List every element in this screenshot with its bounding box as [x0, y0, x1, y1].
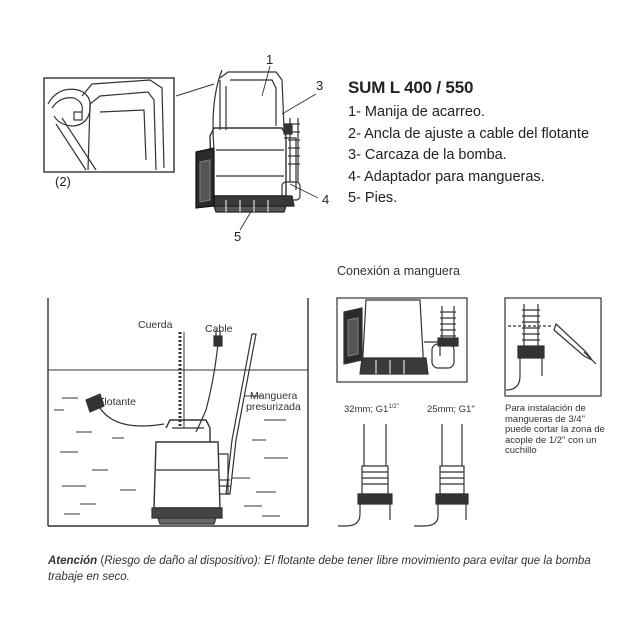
float-label: Flotante	[98, 396, 136, 408]
callout-detail-2: (2)	[55, 174, 71, 189]
size-left-text: 32mm; G1	[344, 404, 389, 416]
warning-body: Riesgo de daño al dispositivo): El flotante debe tener libre movimiento para evitar que la bomba trabaje en seco.	[48, 555, 591, 583]
cutting-instruction-inset	[505, 298, 601, 396]
callout-5: 5	[234, 229, 242, 244]
callout-1: 1	[266, 52, 274, 67]
cutting-note: Para instalación de mangueras de 3/4" puede cortar la zona de acople de 1/2" con un cuchillo	[505, 403, 605, 456]
product-title: SUM L 400 / 550	[348, 78, 474, 97]
cable-label: Cable	[205, 323, 233, 335]
parts-list-item: 2- Ancla de ajuste a cable del flotante	[348, 125, 590, 142]
parts-list-item: 4- Adaptador para mangueras.	[348, 168, 545, 185]
hose-connection-title: Conexión a manguera	[337, 264, 460, 278]
callout-3: 3	[316, 78, 324, 93]
size-left-label	[344, 404, 399, 415]
warning-lead: Atención	[48, 555, 98, 567]
parts-list-item: 1- Manija de acarreo.	[348, 104, 486, 120]
warning-text	[48, 553, 608, 585]
size-right-label: 25mm; G1"	[427, 404, 475, 415]
callout-4: 4	[322, 192, 330, 207]
hose-fitting-right	[414, 424, 468, 526]
hose-fitting-left	[338, 424, 392, 526]
handle-detail-inset	[44, 78, 174, 172]
parts-list-item: 5- Pies.	[348, 190, 398, 206]
warning-paren: (	[97, 555, 105, 567]
hose-label-line1: Manguera	[250, 390, 298, 402]
parts-list	[348, 102, 589, 210]
size-left-superscript: 1/2"	[388, 404, 399, 410]
pump-illustration	[196, 70, 300, 212]
parts-list-item: 3- Carcaza de la bomba.	[348, 147, 507, 163]
hose-label-line2: presurizada	[246, 401, 301, 413]
rope-label: Cuerda	[138, 319, 173, 331]
hose-connection-closeup	[337, 298, 467, 382]
